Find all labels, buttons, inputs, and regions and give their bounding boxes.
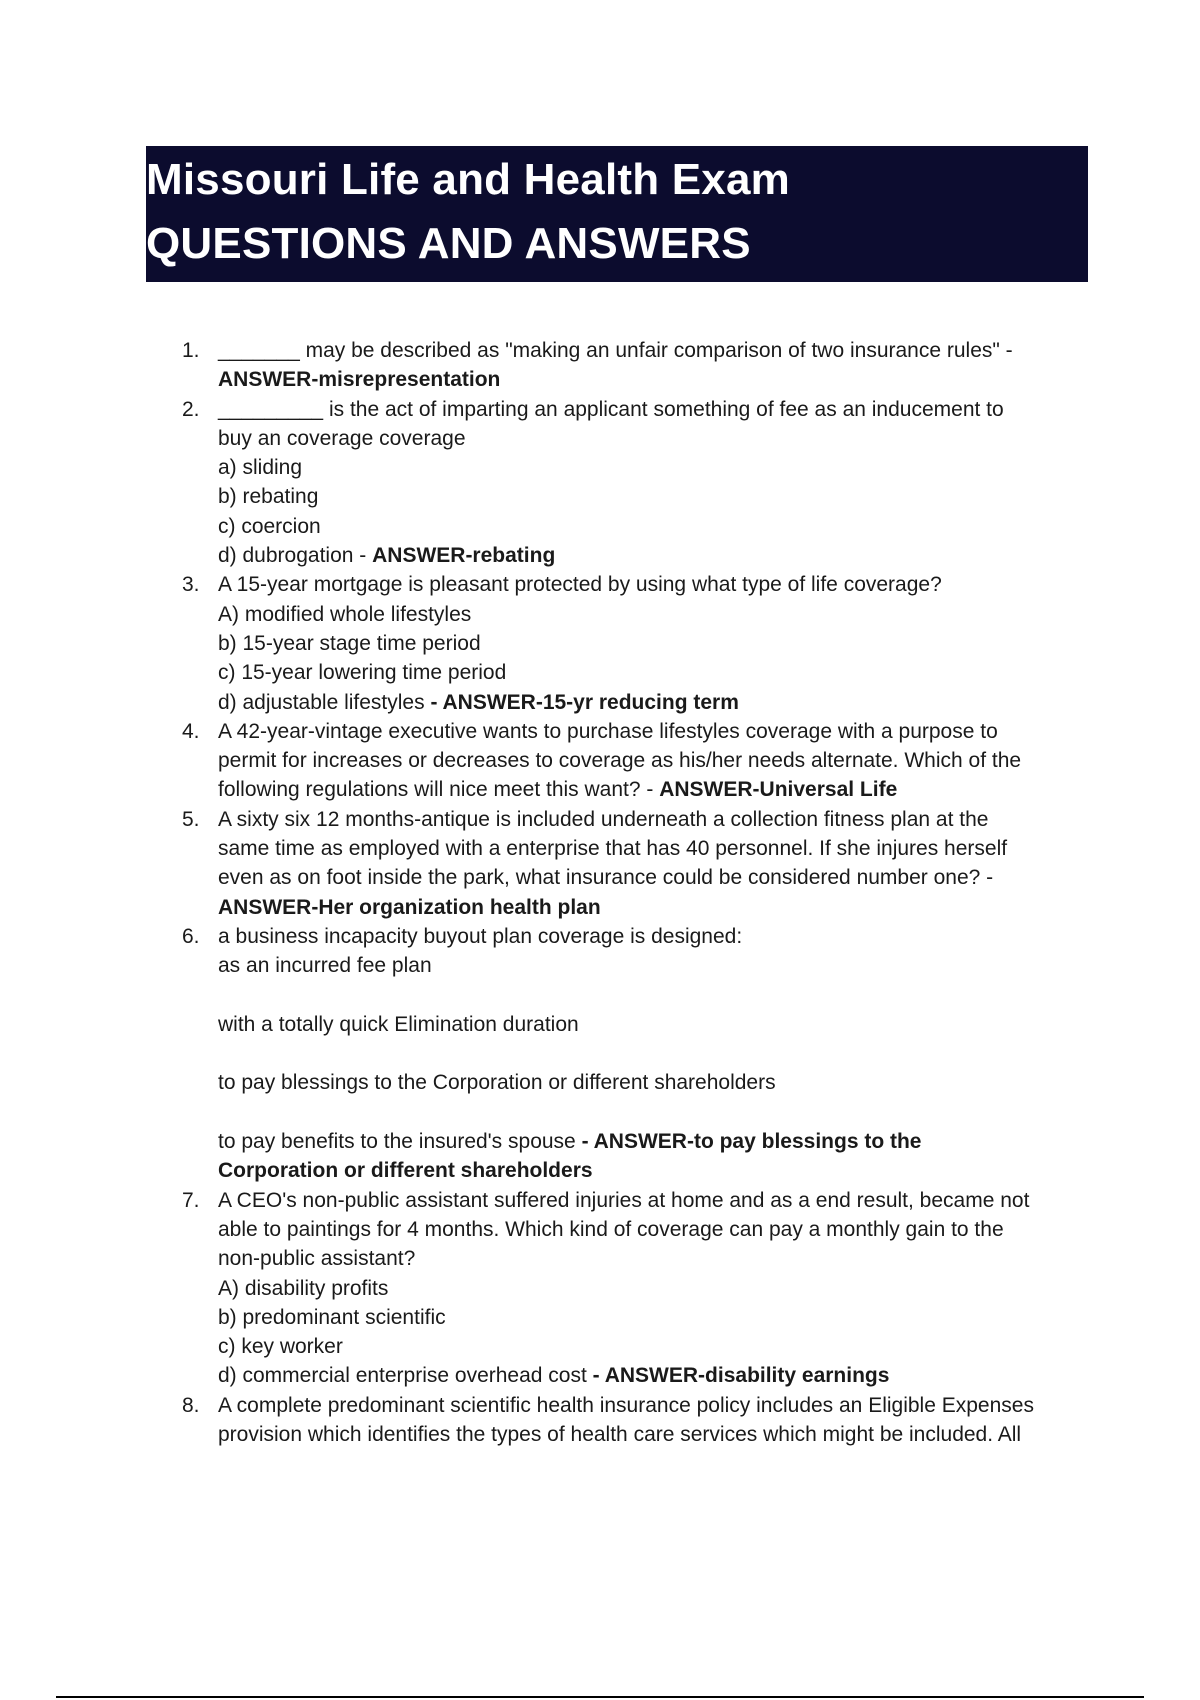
option-c: c) coercion — [218, 514, 321, 538]
option-b: b) predominant scientific — [218, 1305, 446, 1329]
footer-divider — [56, 1696, 1144, 1698]
option-d-line — [218, 688, 1082, 717]
answer-text: ANSWER-misrepresentation — [218, 368, 501, 392]
title-banner — [146, 146, 1088, 282]
answer-text: - ANSWER-15-yr reducing term — [430, 690, 739, 714]
question-item-1 — [182, 336, 1082, 395]
answer-text: - ANSWER-to pay blessings to the — [581, 1130, 922, 1154]
question-text: buy an coverage coverage — [218, 426, 466, 450]
question-item-4 — [182, 717, 1082, 805]
document-subtitle: QUESTIONS AND ANSWERS — [146, 219, 751, 268]
answer-text: - ANSWER-disability earnings — [592, 1364, 890, 1388]
question-number: 8. — [182, 1393, 200, 1417]
option-b: b) 15-year stage time period — [218, 631, 481, 655]
question-text: A 42-year-vintage executive wants to purchase lifestyles coverage with a purpose to — [218, 719, 998, 743]
answer-text-continued: Corporation or different shareholders — [218, 1159, 593, 1183]
question-number: 3. — [182, 573, 200, 597]
question-number: 5. — [182, 807, 200, 831]
spacer — [218, 1098, 1082, 1127]
question-number: 7. — [182, 1188, 200, 1212]
question-text: A sixty six 12 months-antique is included underneath a collection fitness plan at the — [218, 807, 989, 831]
answer-text: ANSWER-Universal Life — [659, 778, 898, 802]
option-b: b) rebating — [218, 485, 319, 509]
spacer — [218, 981, 1082, 1010]
question-text: same time as employed with a enterprise that has 40 personnel. If she injures herself — [218, 837, 1008, 861]
question-text: A complete predominant scientific health insurance policy includes an Eligible Expenses — [218, 1393, 1034, 1417]
question-list — [182, 336, 1082, 1449]
option-c: c) key worker — [218, 1335, 343, 1359]
answer-text: ANSWER-rebating — [372, 544, 556, 568]
option-a: a) sliding — [218, 456, 303, 480]
question-text: permit for increases or decreases to coverage as his/her needs alternate. Which of the — [218, 749, 1022, 773]
document-title: Missouri Life and Health Exam — [146, 155, 790, 204]
question-item-5 — [182, 805, 1082, 922]
option-3: to pay blessings to the Corporation or different shareholders — [218, 1071, 776, 1095]
answer-text: ANSWER-Her organization health plan — [218, 895, 601, 919]
question-item-3 — [182, 570, 1082, 716]
question-text: A 15-year mortgage is pleasant protected by using what type of life coverage? — [218, 573, 942, 597]
question-text: non-public assistant? — [218, 1247, 416, 1271]
option-d: d) dubrogation - — [218, 544, 373, 568]
question-text: a business incapacity buyout plan coverage is designed: — [218, 924, 743, 948]
question-answer-line — [218, 775, 1082, 804]
question-item-2 — [182, 395, 1082, 571]
question-item-7 — [182, 1186, 1082, 1391]
option-d-line — [218, 1361, 1082, 1390]
question-text: _______ may be described as "making an unfair comparison of two insurance rules" - — [218, 339, 1013, 362]
option-a: A) disability profits — [218, 1276, 389, 1300]
question-text: provision which identifies the types of health care services which might be included. All — [218, 1422, 1022, 1446]
option-1: as an incurred fee plan — [218, 954, 432, 978]
option-4: to pay benefits to the insured's spouse — [218, 1130, 582, 1154]
option-2: with a totally quick Elimination duration — [218, 1012, 579, 1036]
question-item-6 — [182, 922, 1082, 1186]
question-number: 1. — [182, 339, 200, 362]
question-text: A CEO's non-public assistant suffered injuries at home and as a end result, became not — [218, 1188, 1030, 1212]
question-number: 2. — [182, 397, 200, 421]
option-d-line — [218, 541, 1082, 570]
question-text: even as on foot inside the park, what insurance could be considered number one? - — [218, 866, 994, 890]
question-text: _________ is the act of imparting an applicant something of fee as an inducement to — [218, 397, 1004, 421]
question-number: 6. — [182, 924, 200, 948]
question-text: able to paintings for 4 months. Which kind of coverage can pay a monthly gain to the — [218, 1217, 1004, 1241]
spacer — [218, 1039, 1082, 1068]
question-text: following regulations will nice meet this want? - — [218, 778, 660, 802]
option-a: A) modified whole lifestyles — [218, 602, 472, 626]
option-d: d) adjustable lifestyles — [218, 690, 431, 714]
option-4-line — [218, 1127, 1082, 1156]
option-d: d) commercial enterprise overhead cost — [218, 1364, 593, 1388]
question-item-8 — [182, 1391, 1082, 1450]
question-number: 4. — [182, 719, 200, 743]
option-c: c) 15-year lowering time period — [218, 661, 507, 685]
